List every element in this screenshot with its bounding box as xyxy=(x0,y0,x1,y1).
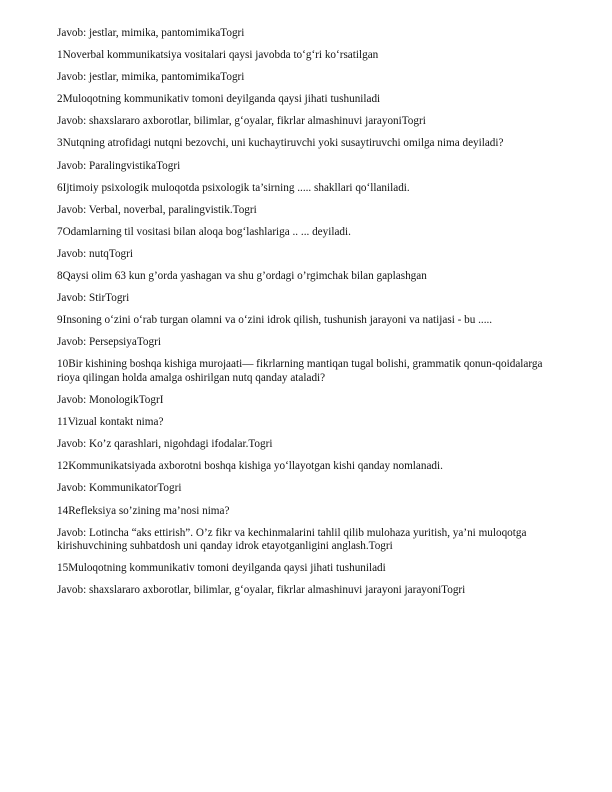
answer-line: Javob: StirTogri xyxy=(57,292,130,305)
question-line: 11Vizual kontakt nima? xyxy=(57,416,164,429)
answer-line: Javob: ParalingvistikaTogri xyxy=(57,159,181,172)
answer-line: Javob: shaxslararo axborotlar, bilimlar, g‘oyalar, fikrlar almashinuvi jarayoniTogri xyxy=(57,115,426,128)
question-line: 8Qaysi olim 63 kun g’orda yashagan va shu g’ordagi o’rgimchak bilan gaplashgan xyxy=(57,270,427,283)
answer-line: Javob: shaxslararo axborotlar, bilimlar, g‘oyalar, fikrlar almashinuvi jarayoni jarayoniTogri xyxy=(57,584,466,597)
answer-line: Javob: Verbal, noverbal, paralingvistik.Togri xyxy=(57,203,257,216)
question-line: 10Bir kishining boshqa kishiga murojaati— fikrlarning mantiqan tugal bolishi, grammatik qonun-qoidalarga rioya qilingan holda amalga oshirilgan nutq qanday ataladi? xyxy=(57,358,543,384)
question-line: 15Muloqotning kommunikativ tomoni deyilganda qaysi jihati tushuniladi xyxy=(57,562,386,575)
question-line: 7Odamlarning til vositasi bilan aloqa bog‘lashlariga .. ... deyiladi. xyxy=(57,225,351,238)
question-line: 2Muloqotning kommunikativ tomoni deyilganda qaysi jihati tushuniladi xyxy=(57,93,381,106)
question-line: 1Noverbal kommunikatsiya vositalari qaysi javobda to‘g‘ri ko‘rsatilgan xyxy=(57,49,379,62)
question-line: 12Kommunikatsiyada axborotni boshqa kishiga yo‘llayotgan kishi qanday nomlanadi. xyxy=(57,460,443,473)
answer-line: Javob: PersepsiyaTogri xyxy=(57,336,161,349)
document-body xyxy=(57,27,557,607)
answer-line: Javob: MonologikTogrI xyxy=(57,394,164,407)
answer-line: Javob: Lotincha “aks ettirish”. O’z fikr va kechinmalarini tahlil qilib mulohaza yuritish, ya’ni muloqotga kirishuvchining suhbatdosh uni qanday idrok etayotganligini anglash.Togri xyxy=(57,526,527,553)
answer-line: Javob: jestlar, mimika, pantomimikaTogri xyxy=(57,27,245,39)
answer-line: Javob: KommunikatorTogri xyxy=(57,482,182,495)
question-line: 3Nutqning atrofidagi nutqni bezovchi, uni kuchaytiruvchi yoki susaytiruvchi omilga nima deyiladi? xyxy=(57,137,504,150)
answer-line: Javob: Ko’z qarashlari, nigohdagi ifodalar.Togri xyxy=(57,438,273,451)
answer-line: Javob: nutqTogri xyxy=(57,247,133,260)
question-line: 6Ijtimoiy psixologik muloqotda psixologik ta’sirning ..... shakllari qo‘llaniladi. xyxy=(57,181,410,194)
question-line: 14Refleksiya so’zining ma’nosi nima? xyxy=(57,504,230,517)
answer-line: Javob: jestlar, mimika, pantomimikaTogri xyxy=(57,71,245,84)
question-line: 9Insoning o‘zini o‘rab turgan olamni va o‘zini idrok qilish, tushunish jarayoni va natijasi - bu ..... xyxy=(57,314,493,327)
